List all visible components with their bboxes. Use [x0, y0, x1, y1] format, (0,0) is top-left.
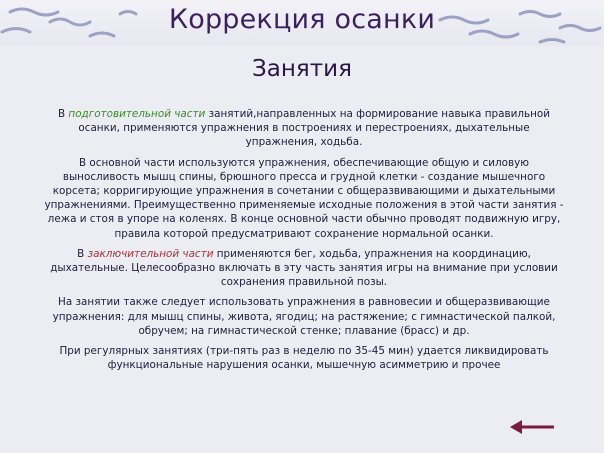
- paragraph-text: В: [77, 247, 88, 260]
- left-arrow-icon[interactable]: [510, 418, 556, 436]
- paragraph-results: При регулярных занятиях (три-пять раз в неделю по 35-45 мин) удается ликвидировать функциональные нарушения осанки, мышечную асимметрию и прочее: [59, 345, 549, 372]
- paragraph-additional: На занятии также следует использовать упражнения в равновесии и общеразвивающие упражнения: для мышц спины, живота, ягодиц; на растяжение; с гимнастической палкой, обручем; на гимнастической стенке; плавание (брасс) и др.: [52, 296, 556, 337]
- highlight-final-part: заключительной части: [87, 247, 214, 260]
- slide-subtitle: Занятия: [252, 56, 352, 82]
- paragraph-preparatory: [44, 107, 564, 150]
- paragraph-text: занятий,направленных на формирование навыка правильной осанки, применяются упражнения в построениях и перестроениях, дыхательные упражнения, ходьба.: [78, 108, 551, 149]
- content-body: [44, 107, 564, 378]
- paragraph-final: [44, 247, 564, 290]
- paragraph-text: применяются бег, ходьба, упражнения на координацию, дыхательные. Целесообразно включать в эту часть занятия игры на внимание при условии сохранения правильной позы.: [50, 247, 558, 289]
- paragraph-main-part: В основной части используются упражнения, обеспечивающие общую и силовую выносливость мышц спины, брюшного пресса и грудной клетки - создание мышечного корсета; корригирующие упражнения в сочетании с общеразвивающими и дыхательными упражнениями. Преимущественно применяемые исходные положения в этой части занятия - лежа и стоя в упоре на коленях. В конце основной части обычно проводят подвижную игру, правила которой предусматривают сохранение нормальной осанки.: [44, 156, 564, 240]
- paragraph-text: В: [57, 108, 69, 120]
- slide-title: Коррекция осанки: [168, 4, 436, 35]
- highlight-preparatory-part: подготовительной части: [68, 108, 206, 120]
